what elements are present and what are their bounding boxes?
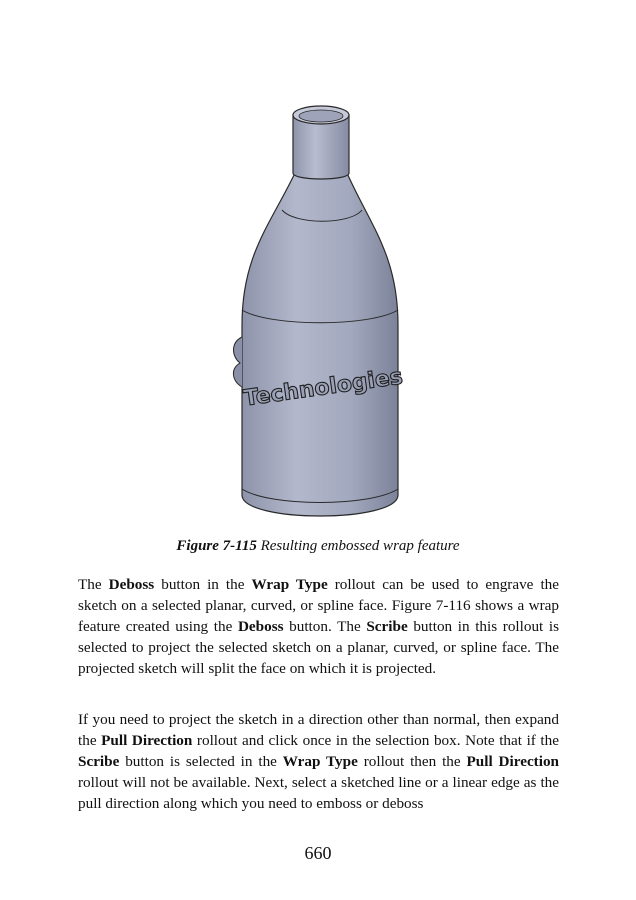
bottle-figure: [200, 95, 440, 535]
text-run: rollout then the: [357, 753, 467, 770]
text-run: button is selected in the: [119, 753, 283, 770]
figure-caption: [0, 538, 636, 555]
caption-label: Figure 7-115: [176, 538, 257, 554]
bold-term: Wrap Type: [282, 753, 358, 770]
paragraph-deboss: [78, 574, 559, 679]
bold-term: Deboss: [108, 576, 155, 593]
emboss-text: Technologies: [242, 364, 405, 412]
bottle-body: [242, 153, 398, 516]
bold-term: Scribe: [366, 618, 408, 635]
text-run: If you need to project the sketch in a direction other than normal, then expand the: [78, 711, 559, 749]
bold-term: Pull Direction: [101, 732, 193, 749]
bottle-illustration: [200, 95, 440, 535]
bold-term: Pull Direction: [466, 753, 559, 770]
text-run: rollout can be used to engrave the sketch on a selected planar, curved, or spline face. Figure 7-116 shows a wrap feature created using the: [78, 576, 559, 635]
page-number: 660: [304, 843, 332, 863]
text-run: rollout will not be available. Next, select a sketched line or a linear edge as the pull direction along which you need to emboss or deboss: [78, 774, 559, 812]
bold-term: Wrap Type: [251, 576, 328, 593]
paragraph-pull-direction: [78, 709, 559, 814]
text-run: button. The: [283, 618, 367, 635]
text-run: The: [78, 576, 109, 593]
text-run: rollout and click once in the selection box. Note that if the: [192, 732, 559, 749]
caption-text: Resulting embossed wrap feature: [256, 538, 460, 554]
text-run: button in this rollout is selected to project the selected sketch on a planar, curved, or spline face. The projected sketch will split the face on which it is projected.: [78, 618, 560, 677]
bold-term: Scribe: [78, 753, 120, 770]
bold-term: Deboss: [237, 618, 284, 635]
text-run: button in the: [154, 576, 252, 593]
